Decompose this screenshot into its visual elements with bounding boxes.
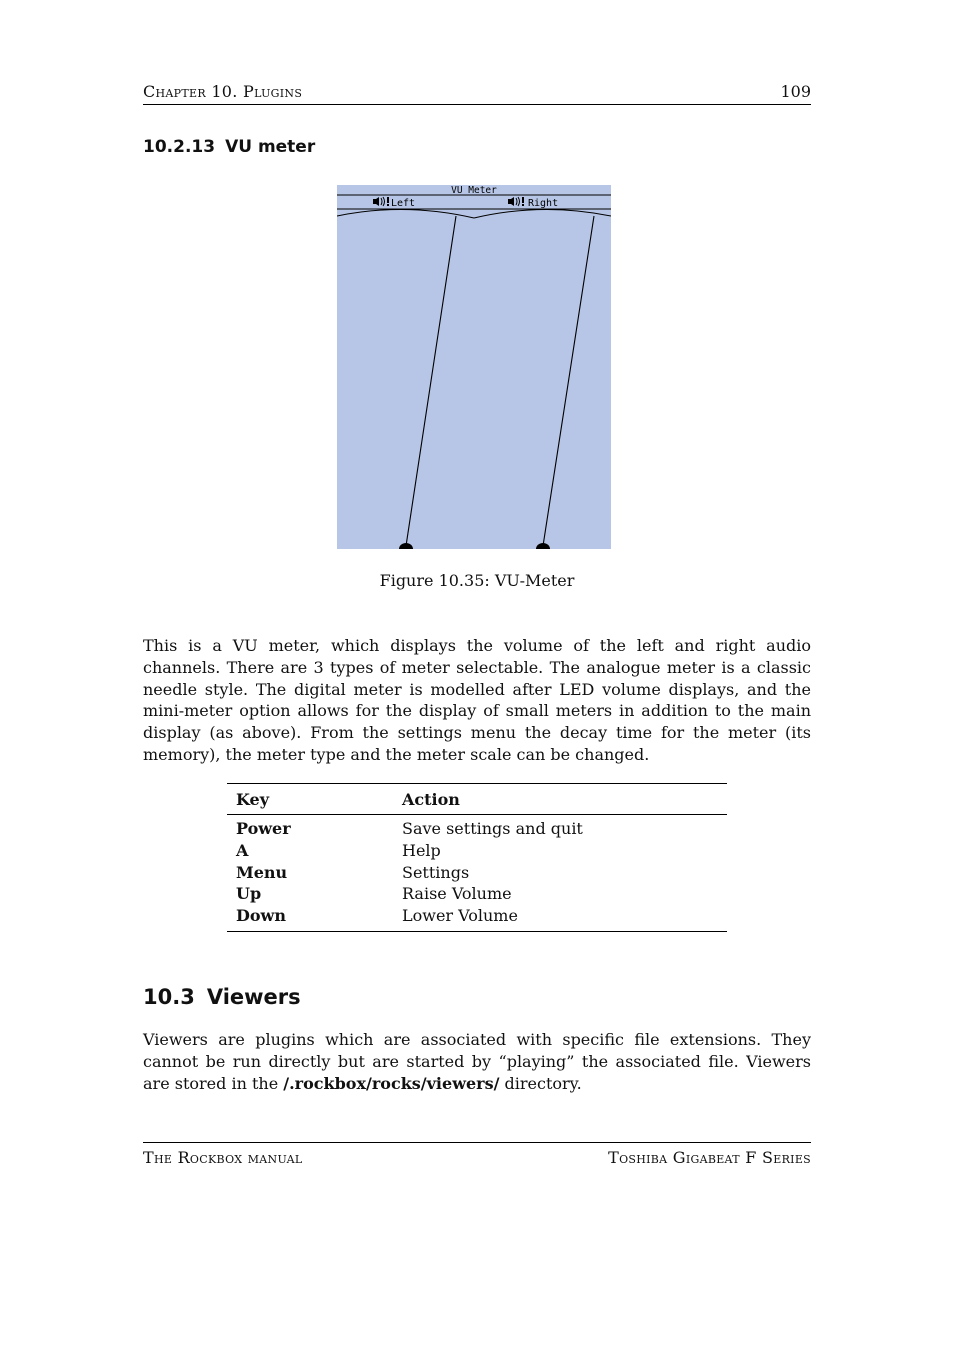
page-number: 109 <box>780 82 811 101</box>
action-cell: Help <box>402 840 441 860</box>
key-cell: A <box>236 840 249 860</box>
viewers-text-before: Viewers are plugins which are associated with specific file extensions. They cannot be run directly but are started by “playing” the associated file. Viewers are stored in the <box>143 1030 811 1093</box>
table-row <box>227 883 727 905</box>
viewers-path: /.rockbox/rocks/viewers/ <box>283 1073 500 1093</box>
section-number: 10.3 <box>143 985 195 1009</box>
running-footer <box>143 1142 811 1167</box>
vu-meter-figure <box>337 185 611 549</box>
action-cell: Save settings and quit <box>402 819 583 838</box>
screen-background <box>337 185 611 549</box>
key-cell: Down <box>236 906 286 926</box>
chapter-title: Chapter 10. Plugins <box>143 82 303 101</box>
table-row <box>227 905 727 931</box>
table-row <box>227 862 727 884</box>
right-channel-label: Right <box>528 198 559 209</box>
vu-meter-screen <box>337 185 611 549</box>
figure-caption: Figure 10.35: VU-Meter <box>379 571 575 590</box>
key-cell: Up <box>236 884 262 904</box>
subsection-number: 10.2.13 <box>143 137 216 157</box>
key-cell: Power <box>236 819 291 838</box>
left-channel-label: Left <box>391 198 416 209</box>
key-cell: Menu <box>236 862 288 882</box>
table-row <box>227 840 727 862</box>
section-heading <box>143 985 301 1009</box>
screen-title: VU Meter <box>451 185 497 196</box>
subsection-heading <box>143 137 315 157</box>
viewers-description <box>143 1029 811 1094</box>
key-table <box>227 783 727 932</box>
action-cell: Lower Volume <box>402 906 518 926</box>
action-cell: Raise Volume <box>402 884 512 904</box>
device-series: Toshiba Gigabeat F Series <box>608 1148 811 1167</box>
running-header <box>143 82 811 105</box>
table-header-key: Key <box>227 784 402 815</box>
table-row <box>227 815 727 840</box>
table-header-action: Action <box>402 784 727 815</box>
subsection-title: VU meter <box>225 137 316 157</box>
section-title: Viewers <box>206 985 301 1009</box>
vu-meter-description: This is a VU meter, which displays the volume of the left and right audio channels. There are 3 types of meter selectable. The analogue meter is a classic needle style. The digital meter is modelled after LED volume displays, and the mini-meter option allows for the display of small meters in addition to the main display (as above). From the settings menu the decay time for the meter (its memory), the meter type and the meter scale can be changed. <box>143 636 811 764</box>
action-cell: Settings <box>402 862 470 882</box>
viewers-text-after: directory. <box>499 1073 582 1093</box>
manual-title: The Rockbox manual <box>143 1148 303 1167</box>
